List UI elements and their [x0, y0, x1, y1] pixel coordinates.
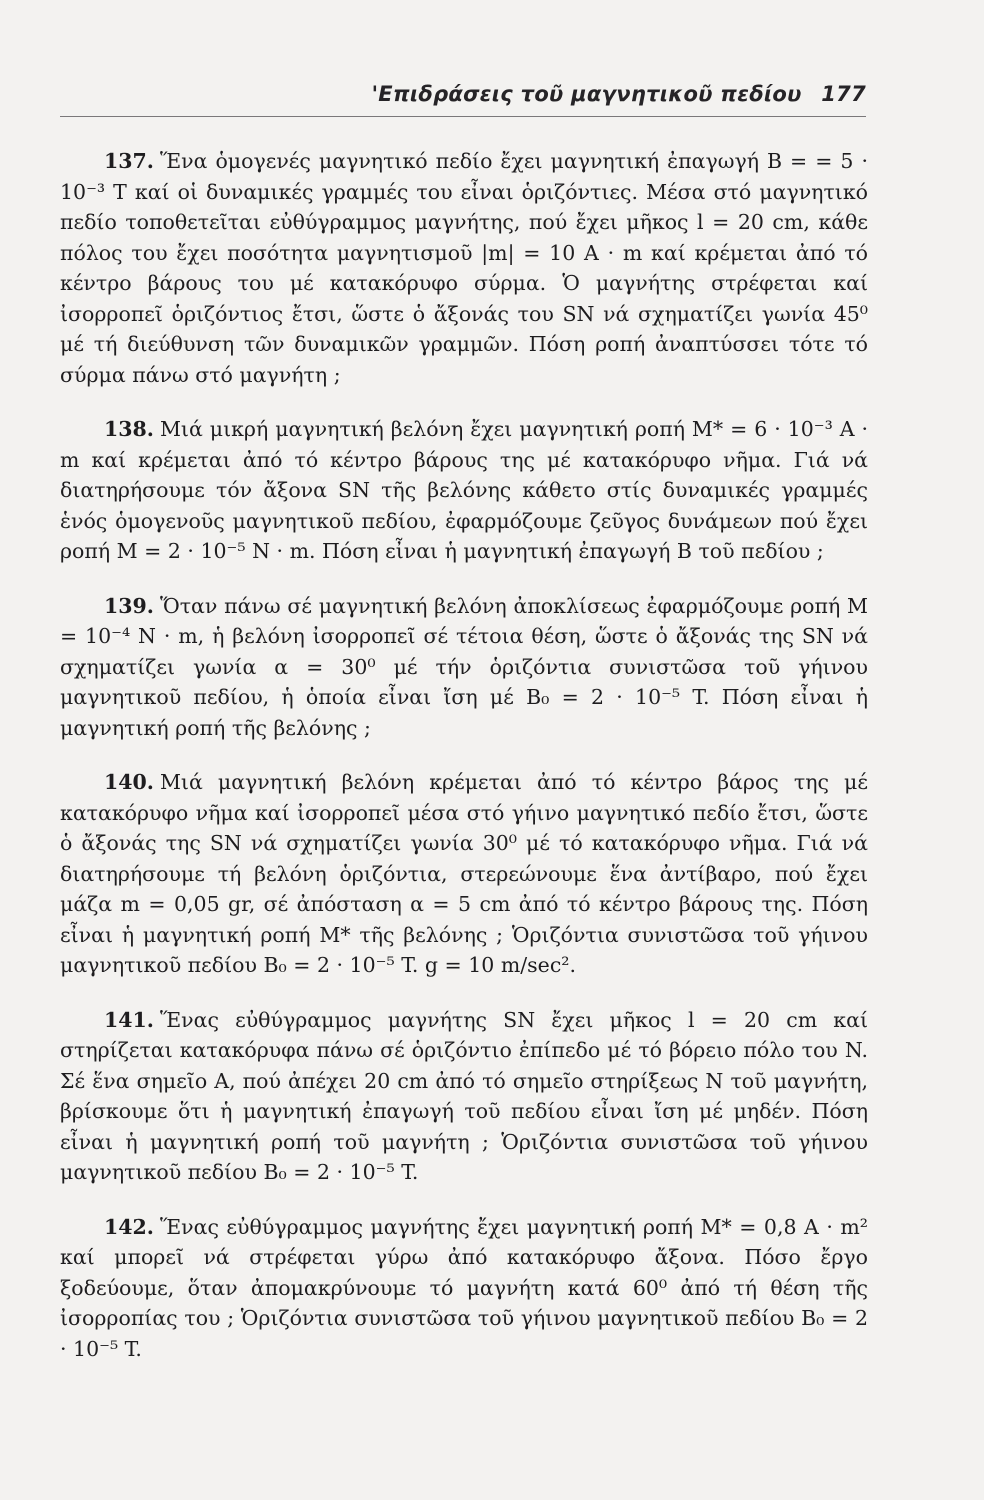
problem-140: [60, 767, 868, 981]
problem-139: [60, 591, 868, 744]
problem-141: [60, 1005, 868, 1188]
problem-text: Ἕνα ὁμογενές μαγνητικό πεδίο ἔχει μαγνητική ἐπαγωγή B = = 5 · 10⁻³ T καί οἱ δυναμικές γραμμές του εἶναι ὁριζόντιες. Μέσα στό μαγνητικό πεδίο τοποθετεῖται εὐθύγραμμος μαγνήτης, πού ἔχει μῆκος l = 20 cm, κάθε πόλος του ἔχει ποσότητα μαγνητισμοῦ |m| = 10 A · m καί κρέμεται ἀπό τό κέντρο βάρους του μέ κατακόρυφο σύρμα. Ὁ μαγνήτης στρέφεται καί ἰσορροπεῖ ὁριζόντιος ἔτσι, ὥστε ὁ ἄξονάς του SN νά σχηματίζει γωνία 45⁰ μέ τή διεύθυνση τῶν δυναμικῶν γραμμῶν. Πόση ροπή ἀναπτύσσει τότε τό σύρμα πάνω στό μαγνήτη ;: [60, 149, 868, 387]
problem-number: 138.: [104, 417, 154, 441]
problem-text: Ἕνας εὐθύγραμμος μαγνήτης SN ἔχει μῆκος l = 20 cm καί στηρίζεται κατακόρυφα πάνω σέ ὁριζόντιο ἐπίπεδο μέ τό βόρειο πόλο του N. Σέ ἕνα σημεῖο A, πού ἀπέχει 20 cm ἀπό τό σημεῖο στηρίξεως N τοῦ μαγνήτη, βρίσκουμε ὅτι ἡ μαγνητική ἐπαγωγή τοῦ πεδίου εἶναι ἴση μέ μηδέν. Πόση εἶναι ἡ μαγνητική ροπή τοῦ μαγνήτη ; Ὁριζόντια συνιστῶσα τοῦ γήινου μαγνητικοῦ πεδίου B₀ = 2 · 10⁻⁵ T.: [60, 1007, 868, 1184]
problem-number: 141.: [104, 1007, 154, 1032]
running-header: [372, 82, 866, 106]
problem-text: Μιά μαγνητική βελόνη κρέμεται ἀπό τό κέντρο βάρος της μέ κατακόρυφο νῆμα καί ἰσορροπεῖ μέσα στό γήινο μαγνητικό πεδίο ἔτσι, ὥστε ὁ ἄξονάς της SN νά σχηματίζει γωνία 30⁰ μέ τό κατακόρυφο νῆμα. Γιά νά διατηρήσουμε τή βελόνη ὁριζόντια, στερεώνουμε ἕνα ἀντίβαρο, πού ἔχει μάζα m = 0,05 gr, σέ ἀπόσταση α = 5 cm ἀπό τό κέντρο βάρους της. Πόση εἶναι ἡ μαγνητική ροπή M* τῆς βελόνης ; Ὁριζόντια συνιστῶσα τοῦ γήινου μαγνητικοῦ πεδίου B₀ = 2 · 10⁻⁵ T. g = 10 m/sec².: [60, 770, 868, 977]
problem-list: [60, 146, 868, 1388]
problem-text: Ἕνας εὐθύγραμμος μαγνήτης ἔχει μαγνητική ροπή M* = 0,8 A · m² καί μπορεῖ νά στρέφεται γύρω ἀπό κατακόρυφο ἄξονα. Πόσο ἔργο ξοδεύουμε, ὅταν ἀπομακρύνουμε τό μαγνήτη κατά 60⁰ ἀπό τή θέση τῆς ἰσορροπίας του ; Ὁριζόντια συνιστῶσα τοῦ γήινου μαγνητικοῦ πεδίου B₀ = 2 · 10⁻⁵ T.: [60, 1214, 868, 1361]
page-number: 177: [821, 82, 866, 106]
running-title: 'Επιδράσεις τοῦ μαγνητικοῦ πεδίου: [371, 82, 802, 106]
problem-number: 140.: [104, 770, 154, 794]
problem-138: [60, 414, 868, 567]
problem-number: 137.: [104, 149, 154, 173]
problem-number: 139.: [104, 593, 154, 618]
problem-number: 142.: [104, 1214, 154, 1239]
problem-137: [60, 146, 868, 390]
problem-text: Μιά μικρή μαγνητική βελόνη ἔχει μαγνητική ροπή M* = 6 · 10⁻³ A · m καί κρέμεται ἀπό τό κέντρο βάρους της μέ κατακόρυφο νῆμα. Γιά νά διατηρήσουμε τόν ἄξονα SN τῆς βελόνης κάθετο στίς δυναμικές γραμμές ἑνός ὁμογενοῦς μαγνητικοῦ πεδίου, ἐφαρμόζουμε ζεῦγος δυνάμεων πού ἔχει ροπή M = 2 · 10⁻⁵ N · m. Πόση εἶναι ἡ μαγνητική ἐπαγωγή B τοῦ πεδίου ;: [60, 417, 868, 563]
header-rule: [60, 116, 866, 117]
problem-text: Ὅταν πάνω σέ μαγνητική βελόνη ἀποκλίσεως ἐφαρμόζουμε ροπή M = 10⁻⁴ N · m, ἡ βελόνη ἰσορροπεῖ σέ τέτοια θέση, ὥστε ὁ ἄξονάς της SN νά σχηματίζει γωνία α = 30⁰ μέ τήν ὁριζόντια συνιστῶσα τοῦ γήινου μαγνητικοῦ πεδίου, ἡ ὁποία εἶναι ἴση μέ B₀ = 2 · 10⁻⁵ T. Πόση εἶναι ἡ μαγνητική ροπή τῆς βελόνης ;: [60, 593, 868, 740]
problem-142: [60, 1212, 868, 1365]
